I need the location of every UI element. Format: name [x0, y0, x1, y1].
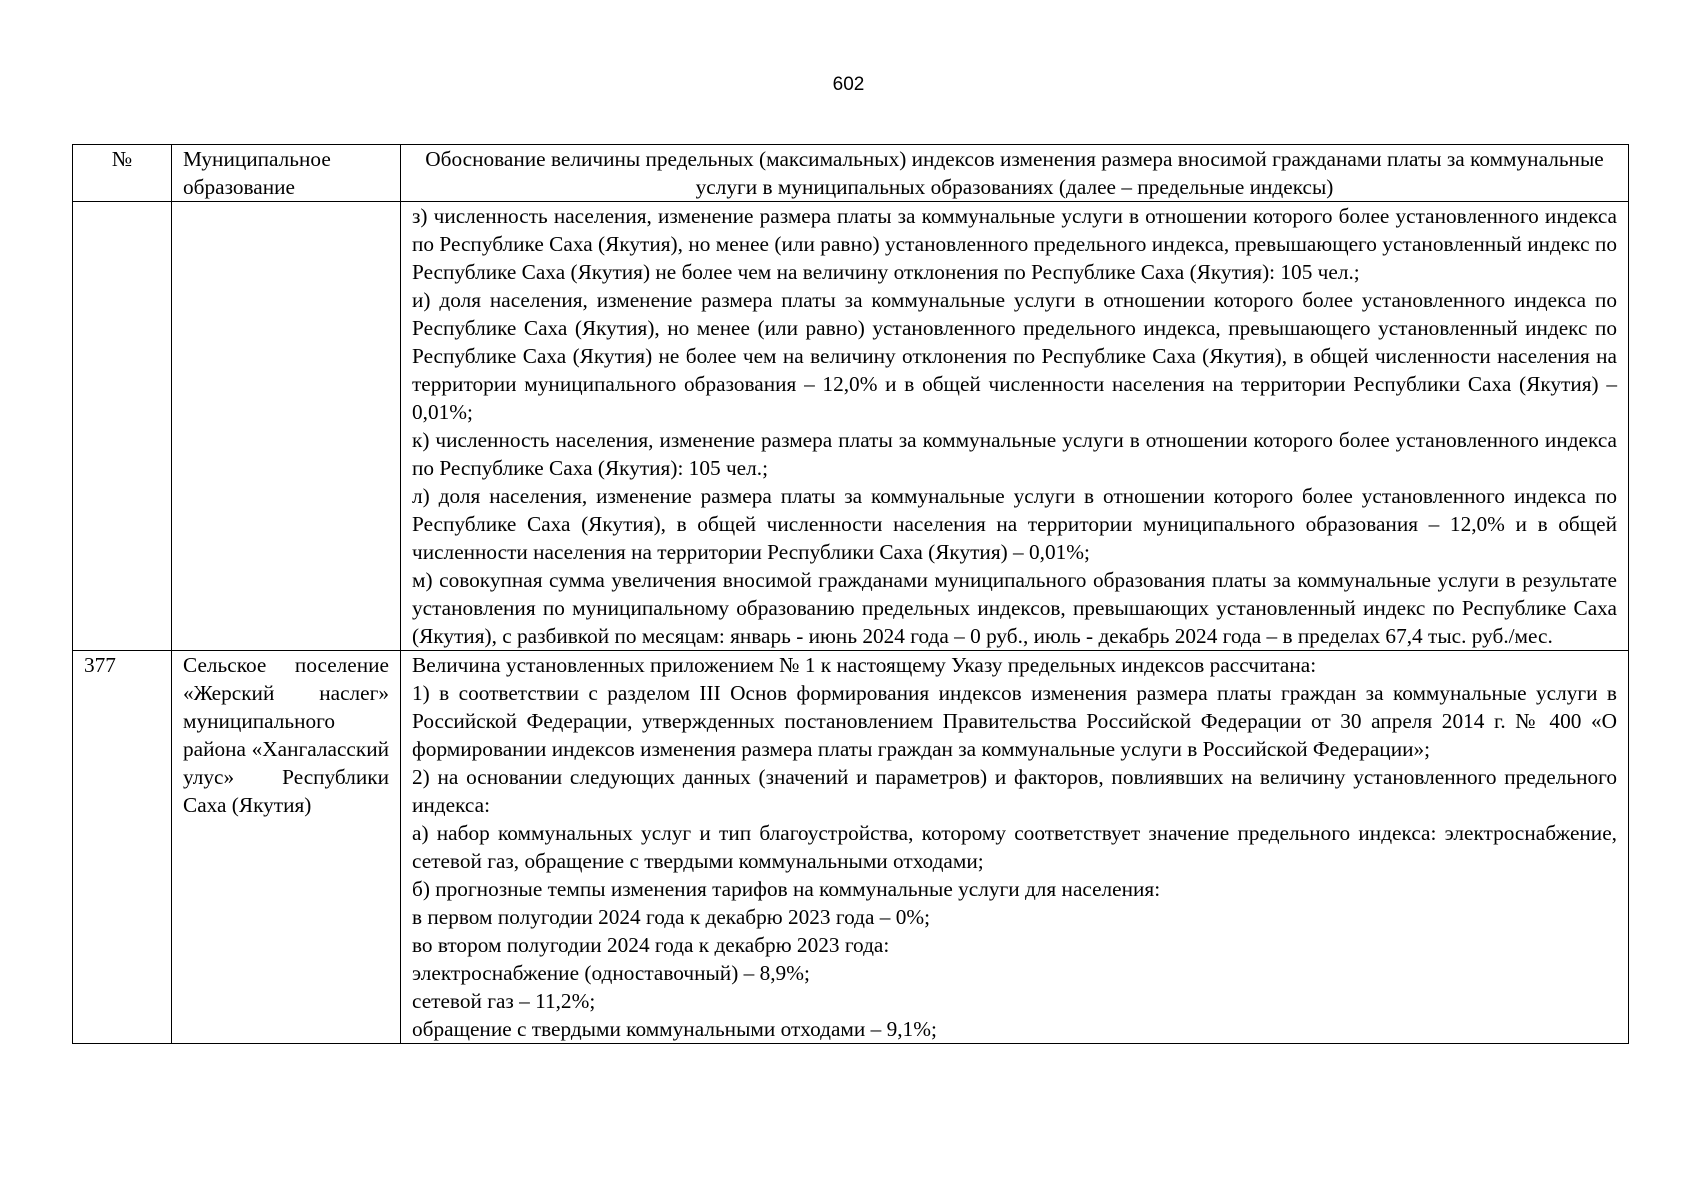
paragraph: к) численность населения, изменение размера платы за коммунальные услуги в отношении которого более установленного индекса по Республике Саха (Якутия): 105 чел.; — [412, 428, 1617, 480]
paragraph: электроснабжение (одноставочный) – 8,9%; — [412, 961, 810, 985]
header-municipality: Муниципальное образование — [172, 145, 401, 202]
table-row — [73, 651, 1629, 1044]
paragraph: б) прогнозные темпы изменения тарифов на коммунальные услуги для населения: — [412, 877, 1161, 901]
row-justification — [401, 202, 1629, 651]
header-justification: Обоснование величины предельных (максимальных) индексов изменения размера вносимой гражданами платы за коммунальные услуги в муниципальных образованиях (далее – предельные индексы) — [401, 145, 1629, 202]
row-justification — [401, 651, 1629, 1044]
paragraph: а) набор коммунальных услуг и тип благоустройства, которому соответствует значение предельного индекса: электроснабжение, сетевой газ, обращение с твердыми коммунальными отходами; — [412, 821, 1617, 873]
paragraph: и) доля населения, изменение размера платы за коммунальные услуги в отношении которого более установленного индекса по Республике Саха (Якутия), но менее (или равно) установленного предельного индекса, превышающего установленный индекс по Республике Саха (Якутия) не более чем на величину отклонения по Республике Саха (Якутия), в общей численности населения на территории муниципального образования – 12,0% и в общей численности населения на территории Республики Саха (Якутия) – 0,01%; — [412, 288, 1617, 424]
row-municipality — [172, 202, 401, 651]
paragraph: Величина установленных приложением № 1 к настоящему Указу предельных индексов рассчитана: — [412, 653, 1317, 677]
paragraph: м) совокупная сумма увеличения вносимой гражданами муниципального образования платы за коммунальные услуги в результате установления по муниципальному образованию предельных индексов, превышающих установленный индекс по Республике Саха (Якутия), с разбивкой по месяцам: январь - июнь 2024 года – 0 руб., июль - декабрь 2024 года – в пределах 67,4 тыс. руб./мес. — [412, 568, 1617, 648]
table-header-row — [73, 145, 1629, 202]
paragraph: 1) в соответствии с разделом III Основ формирования индексов изменения размера платы граждан за коммунальные услуги в Российской Федерации, утвержденных постановлением Правительства Российской Федерации от 30 апреля 2014 г. № 400 «О формировании индексов изменения размера платы граждан за коммунальные услуги в Российской Федерации»; — [412, 681, 1617, 761]
paragraph: 2) на основании следующих данных (значений и параметров) и факторов, повлиявших на величину установленного предельного индекса: — [412, 765, 1617, 817]
paragraph: сетевой газ – 11,2%; — [412, 989, 596, 1013]
row-municipality: Сельское поселение «Жерский наслег» муниципального района «Хангаласский улус» Республики Саха (Якутия) — [172, 651, 401, 1044]
header-number: № — [73, 145, 172, 202]
page-number: 602 — [832, 74, 865, 95]
paragraph: во втором полугодии 2024 года к декабрю 2023 года: — [412, 933, 890, 957]
paragraph: в первом полугодии 2024 года к декабрю 2023 года – 0%; — [412, 905, 931, 929]
table-row — [73, 202, 1629, 651]
paragraph: з) численность населения, изменение размера платы за коммунальные услуги в отношении которого более установленного индекса по Республике Саха (Якутия), но менее (или равно) установленного предельного индекса, превышающего установленный индекс по Республике Саха (Якутия) не более чем на величину отклонения по Республике Саха (Якутия): 105 чел.; — [412, 204, 1617, 284]
paragraph: л) доля населения, изменение размера платы за коммунальные услуги в отношении которого более установленного индекса по Республике Саха (Якутия), в общей численности населения на территории муниципального образования – 12,0% и в общей численности населения на территории Республики Саха (Якутия) – 0,01%; — [412, 484, 1617, 564]
justification-table — [72, 144, 1629, 1044]
paragraph: обращение с твердыми коммунальными отходами – 9,1%; — [412, 1017, 937, 1041]
row-number — [73, 202, 172, 651]
row-number: 377 — [73, 651, 172, 1044]
